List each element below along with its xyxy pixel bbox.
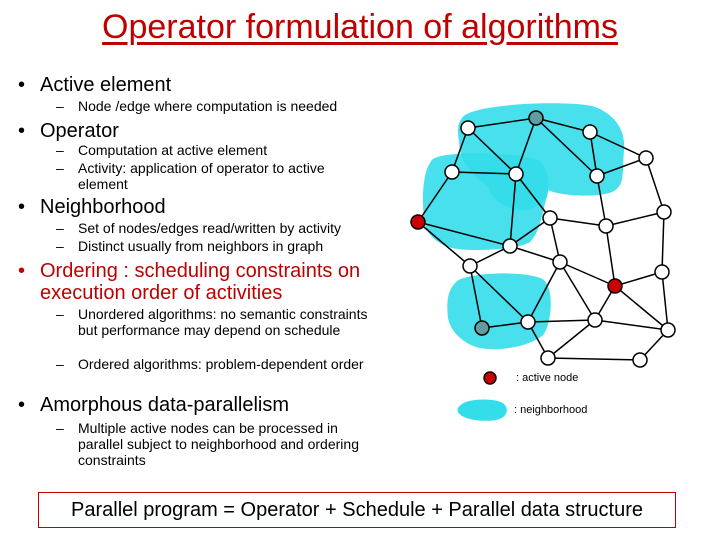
neighborhood-region — [447, 273, 550, 349]
graph-node — [553, 255, 567, 269]
bullet-operator: • Operator — [18, 120, 119, 142]
graph-node — [588, 313, 602, 327]
graph-edge — [606, 226, 615, 286]
graph-node — [583, 125, 597, 139]
bullet-ordering: • Ordering : scheduling constraints on execution order of activities — [18, 260, 361, 304]
graph-edge — [606, 212, 664, 226]
graph-node — [590, 169, 604, 183]
bullet-neighborhood: • Neighborhood — [18, 196, 166, 218]
graph-node — [661, 323, 675, 337]
page-title: Operator formulation of algorithms — [102, 8, 618, 46]
graph-node — [543, 211, 557, 225]
bullet-active-element: • Active element — [18, 74, 172, 96]
bullet-amorphous: • Amorphous data-parallelism — [18, 394, 290, 416]
graph-node — [633, 353, 647, 367]
graph-edge — [646, 158, 664, 212]
sub-bullet: – Ordered algorithms: problem-dependent order — [56, 356, 364, 372]
sub-bullet: – Node /edge where computation is needed — [56, 98, 338, 114]
graph-node — [445, 165, 459, 179]
neighborhood-region — [423, 153, 548, 250]
graph-edge — [662, 212, 664, 272]
legend-active-node-label: : active node — [516, 372, 579, 384]
graph-edge — [510, 246, 560, 262]
neighborhood-node — [475, 321, 489, 335]
sub-bullet: – Unordered algorithms: no semantic constraints but performance may depend on schedule — [56, 306, 368, 338]
active-node — [608, 279, 622, 293]
sub-bullet: – Distinct usually from neighbors in graph — [56, 238, 324, 254]
graph-node — [521, 315, 535, 329]
sub-bullet: – Multiple active nodes can be processed in parallel subject to neighborhood and ordering constraints — [56, 420, 359, 468]
legend-neighborhood-icon — [458, 400, 507, 421]
active-node — [411, 215, 425, 229]
legend-neighborhood-label: : neighborhood — [514, 404, 588, 416]
graph-node — [461, 121, 475, 135]
graph-node — [509, 167, 523, 181]
graph-edge — [548, 358, 640, 360]
sub-bullet: – Activity: application of operator to active element — [56, 160, 325, 192]
sub-bullet: – Set of nodes/edges read/written by activity — [56, 220, 342, 236]
graph-node — [599, 219, 613, 233]
neighborhood-node — [529, 111, 543, 125]
graph-node — [541, 351, 555, 365]
graph-edge — [550, 218, 606, 226]
graph-edge — [662, 272, 668, 330]
footer-formula: Parallel program = Operator + Schedule + Parallel data structure — [38, 492, 676, 528]
graph-node — [657, 205, 671, 219]
sub-bullet: – Computation at active element — [56, 142, 268, 158]
legend-active-node-icon — [484, 372, 496, 384]
graph-node — [639, 151, 653, 165]
graph-node — [655, 265, 669, 279]
graph-edge — [560, 262, 595, 320]
graph-node — [463, 259, 477, 273]
graph-edge — [560, 262, 615, 286]
graph-edge — [548, 320, 595, 358]
graph-node — [503, 239, 517, 253]
